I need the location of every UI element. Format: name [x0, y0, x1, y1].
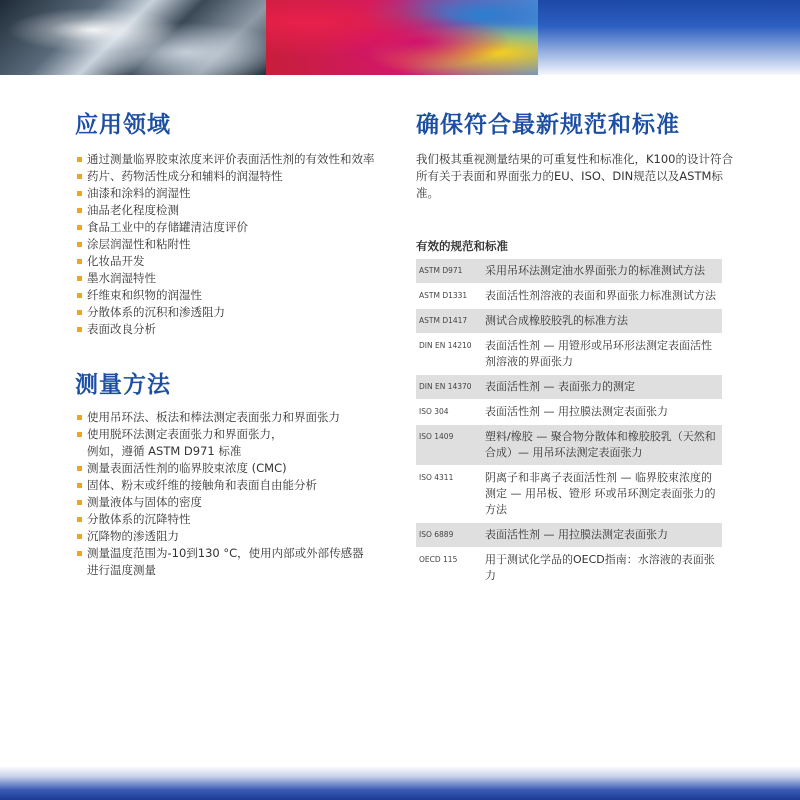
- standard-description: 表面活性剂 — 用拉膜法测定表面张力: [485, 405, 668, 418]
- standard-row: [416, 284, 722, 309]
- item-text: 分散体系的沉降特性: [87, 512, 191, 526]
- method-item: [77, 545, 364, 579]
- blue-gradient-band: [538, 0, 800, 75]
- standard-description: 表面活性剂溶液的表面和界面张力标准测试方法: [485, 289, 716, 302]
- standards-table: [416, 259, 722, 589]
- item-text: 涂层润湿性和粘附性: [87, 237, 191, 251]
- method-item: [77, 477, 364, 494]
- item-text: 测量表面活性剂的临界胶束浓度 (CMC): [87, 461, 287, 475]
- item-text: 药片、药物活性成分和辅料的润湿特性: [87, 169, 283, 183]
- bullet-icon: [77, 276, 82, 281]
- item-text: 食品工业中的存储罐清洁度评价: [87, 220, 248, 234]
- standard-description: 表面活性剂 — 用镫形或吊环形法测定表面活性剂溶液的界面张力: [485, 339, 712, 368]
- machining-photo: [0, 0, 266, 75]
- application-item: [77, 304, 375, 321]
- item-text: 测量液体与固体的密度: [87, 495, 202, 509]
- bullet-icon: [77, 310, 82, 315]
- standard-code: DIN EN 14370: [419, 382, 472, 391]
- standard-row: [416, 375, 722, 400]
- standard-code: ISO 1409: [419, 432, 454, 441]
- application-item: [77, 321, 375, 338]
- standard-code: ASTM D1331: [419, 291, 468, 300]
- item-text: 墨水润湿特性: [87, 271, 156, 285]
- standard-code: DIN EN 14210: [419, 341, 472, 350]
- standard-row: [416, 400, 722, 425]
- item-text: 例如，遵循 ASTM D971 标准: [87, 444, 242, 458]
- standard-description: 采用吊环法测定油水界面张力的标准测试方法: [485, 264, 705, 277]
- item-text: 分散体系的沉积和渗透阻力: [87, 305, 225, 319]
- application-item: [77, 270, 375, 287]
- item-text: 油漆和涂料的润湿性: [87, 186, 191, 200]
- standard-description: 测试合成橡胶胶乳的标准方法: [485, 314, 628, 327]
- application-item: [77, 185, 375, 202]
- bullet-icon: [77, 534, 82, 539]
- item-text: 固体、粉末或纤维的接触角和表面自由能分析: [87, 478, 317, 492]
- methods-list: [77, 409, 364, 579]
- item-text: 使用脱环法测定表面张力和界面张力，: [87, 427, 283, 441]
- bottom-bar: [0, 766, 800, 800]
- bullet-icon: [77, 415, 82, 420]
- standard-row: [416, 334, 722, 375]
- bullet-icon: [77, 174, 82, 179]
- bullet-icon: [77, 327, 82, 332]
- standard-code: ISO 4311: [419, 473, 454, 482]
- standard-code: ASTM D971: [419, 266, 463, 275]
- bullet-icon: [77, 208, 82, 213]
- bullet-icon: [77, 483, 82, 488]
- bullet-icon: [77, 500, 82, 505]
- method-item: [77, 426, 364, 460]
- item-text: 沉降物的渗透阻力: [87, 529, 179, 543]
- bullet-icon: [77, 432, 82, 437]
- standard-code: OECD 115: [419, 555, 458, 564]
- standards-subhead: 有效的规范和标准: [416, 239, 508, 253]
- item-text: 测量温度范围为-10到130 °C，使用内部或外部传感器: [87, 546, 364, 560]
- standard-row: [416, 425, 722, 466]
- method-item: [77, 409, 364, 426]
- standard-code: ISO 6889: [419, 530, 454, 539]
- application-item: [77, 151, 375, 168]
- item-text: 纤维束和织物的润湿性: [87, 288, 202, 302]
- standard-code: ISO 304: [419, 407, 449, 416]
- standard-description: 用于测试化学品的OECD指南：水溶液的表面张力: [485, 553, 715, 582]
- bullet-icon: [77, 517, 82, 522]
- method-item: [77, 494, 364, 511]
- item-text: 化妆品开发: [87, 254, 145, 268]
- standard-row: [416, 466, 722, 523]
- bullet-icon: [77, 466, 82, 471]
- color-powder-photo: [266, 0, 538, 75]
- bullet-icon: [77, 259, 82, 264]
- standard-code: ASTM D1417: [419, 316, 468, 325]
- standard-row: [416, 548, 722, 589]
- item-text: 进行温度测量: [87, 563, 156, 577]
- standard-description: 表面活性剂 — 用拉膜法测定表面张力: [485, 528, 668, 541]
- standard-description: 表面活性剂 — 表面张力的测定: [485, 380, 635, 393]
- bullet-icon: [77, 242, 82, 247]
- item-text: 油品老化程度检测: [87, 203, 179, 217]
- item-text: 通过测量临界胶束浓度来评价表面活性剂的有效性和效率: [87, 152, 375, 166]
- item-text: 使用吊环法、板法和棒法测定表面张力和界面张力: [87, 410, 340, 424]
- method-item: [77, 528, 364, 545]
- application-item: [77, 168, 375, 185]
- applications-list: [77, 151, 375, 338]
- application-item: [77, 202, 375, 219]
- section-title-standards: 确保符合最新规范和标准: [416, 112, 680, 138]
- standards-intro: 我们极其重视测量结果的可重复性和标准化，K100的设计符合所有关于表面和界面张力的EU、ISO、DIN规范以及ASTM标准。: [416, 152, 733, 200]
- application-item: [77, 219, 375, 236]
- item-text: 表面改良分析: [87, 322, 156, 336]
- application-item: [77, 253, 375, 270]
- bullet-icon: [77, 191, 82, 196]
- bullet-icon: [77, 293, 82, 298]
- bullet-icon: [77, 157, 82, 162]
- method-item: [77, 460, 364, 477]
- standard-description: 阴离子和非离子表面活性剂 — 临界胶束浓度的测定 — 用吊板、镫形 环或吊环测定表面张力的方法: [485, 471, 716, 516]
- standard-row: [416, 259, 722, 284]
- bullet-icon: [77, 225, 82, 230]
- section-title-methods: 测量方法: [75, 372, 171, 398]
- standard-row: [416, 309, 722, 334]
- application-item: [77, 287, 375, 304]
- application-item: [77, 236, 375, 253]
- section-title-applications: 应用领域: [75, 112, 171, 138]
- standard-description: 塑料/橡胶 — 聚合物分散体和橡胶胶乳（天然和合成）— 用吊环法测定表面张力: [485, 430, 716, 459]
- top-banner: [0, 0, 800, 75]
- standard-row: [416, 523, 722, 548]
- bullet-icon: [77, 551, 82, 556]
- method-item: [77, 511, 364, 528]
